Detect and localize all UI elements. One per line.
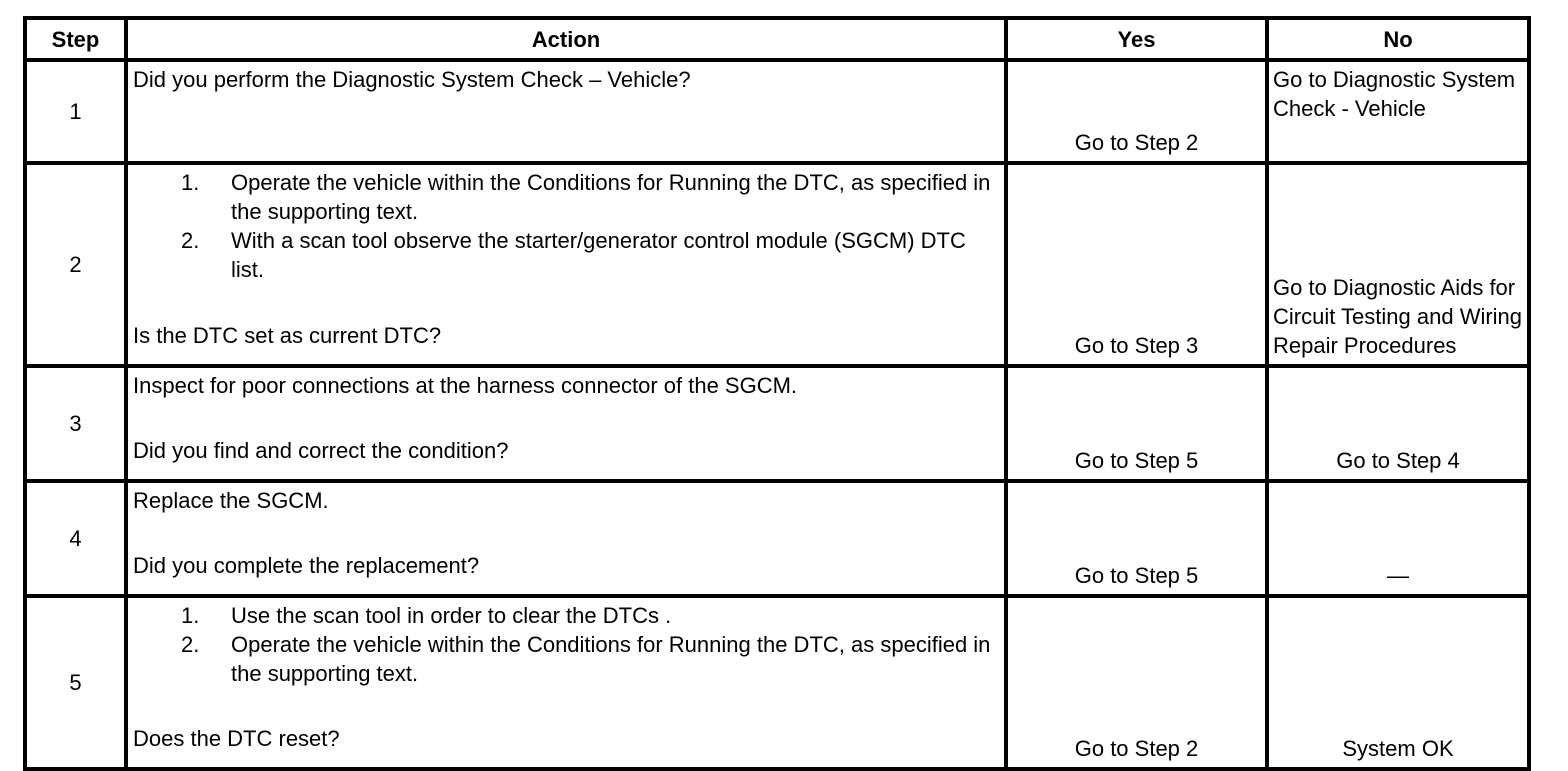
table-row xyxy=(25,481,1529,596)
step-number: 3 xyxy=(25,366,126,481)
yes-cell: Go to Step 5 xyxy=(1006,481,1267,596)
header-yes: Yes xyxy=(1006,18,1267,60)
action-cell xyxy=(126,60,1006,163)
yes-cell: Go to Step 2 xyxy=(1006,596,1267,769)
step-number: 2 xyxy=(25,163,126,366)
action-cell xyxy=(126,163,1006,366)
action-content xyxy=(133,486,998,584)
header-no: No xyxy=(1267,18,1529,60)
list-item xyxy=(181,601,998,630)
yes-cell: Go to Step 5 xyxy=(1006,366,1267,481)
substep-number: 1. xyxy=(181,170,200,195)
yes-cell: Go to Step 3 xyxy=(1006,163,1267,366)
substep-list xyxy=(133,601,998,688)
action-content xyxy=(133,601,998,757)
header-row xyxy=(25,18,1529,60)
question-text: Is the DTC set as current DTC? xyxy=(133,323,442,348)
substep-text: With a scan tool observe the starter/generator control module (SGCM) DTC list. xyxy=(231,228,966,282)
step-number: 5 xyxy=(25,596,126,769)
question-text: Did you find and correct the condition? xyxy=(133,438,509,463)
action-cell xyxy=(126,596,1006,769)
header-action: Action xyxy=(126,18,1006,60)
substep-text: Operate the vehicle within the Conditions for Running the DTC, as specified in the supporting text. xyxy=(231,170,991,224)
no-cell: Go to Diagnostic System Check - Vehicle xyxy=(1267,60,1529,163)
action-text: Inspect for poor connections at the harness connector of the SGCM. xyxy=(133,373,798,398)
substep-list xyxy=(133,168,998,284)
action-cell xyxy=(126,366,1006,481)
diagnostic-table xyxy=(23,16,1531,771)
substep-text: Operate the vehicle within the Conditions for Running the DTC, as specified in the supporting text. xyxy=(231,632,991,686)
step-number: 4 xyxy=(25,481,126,596)
action-content xyxy=(133,168,998,354)
substep-number: 1. xyxy=(181,603,200,628)
table-row xyxy=(25,163,1529,366)
table-row xyxy=(25,596,1529,769)
action-cell xyxy=(126,481,1006,596)
step-number: 1 xyxy=(25,60,126,163)
header-step: Step xyxy=(25,18,126,60)
no-cell: System OK xyxy=(1267,596,1529,769)
list-item xyxy=(181,226,998,284)
action-text: Did you perform the Diagnostic System Check – Vehicle? xyxy=(133,67,691,92)
substep-number: 2. xyxy=(181,632,200,657)
substep-text: Use the scan tool in order to clear the DTCs . xyxy=(231,603,672,628)
action-content xyxy=(133,371,998,469)
no-cell: Go to Step 4 xyxy=(1267,366,1529,481)
no-cell: Go to Diagnostic Aids for Circuit Testing and Wiring Repair Procedures xyxy=(1267,163,1529,366)
substep-number: 2. xyxy=(181,228,200,253)
table-row xyxy=(25,60,1529,163)
list-item xyxy=(181,630,998,688)
list-item xyxy=(181,168,998,226)
no-cell: — xyxy=(1267,481,1529,596)
yes-cell: Go to Step 2 xyxy=(1006,60,1267,163)
action-text: Replace the SGCM. xyxy=(133,488,329,513)
question-text: Does the DTC reset? xyxy=(133,726,340,751)
question-text: Did you complete the replacement? xyxy=(133,553,480,578)
table-row xyxy=(25,366,1529,481)
